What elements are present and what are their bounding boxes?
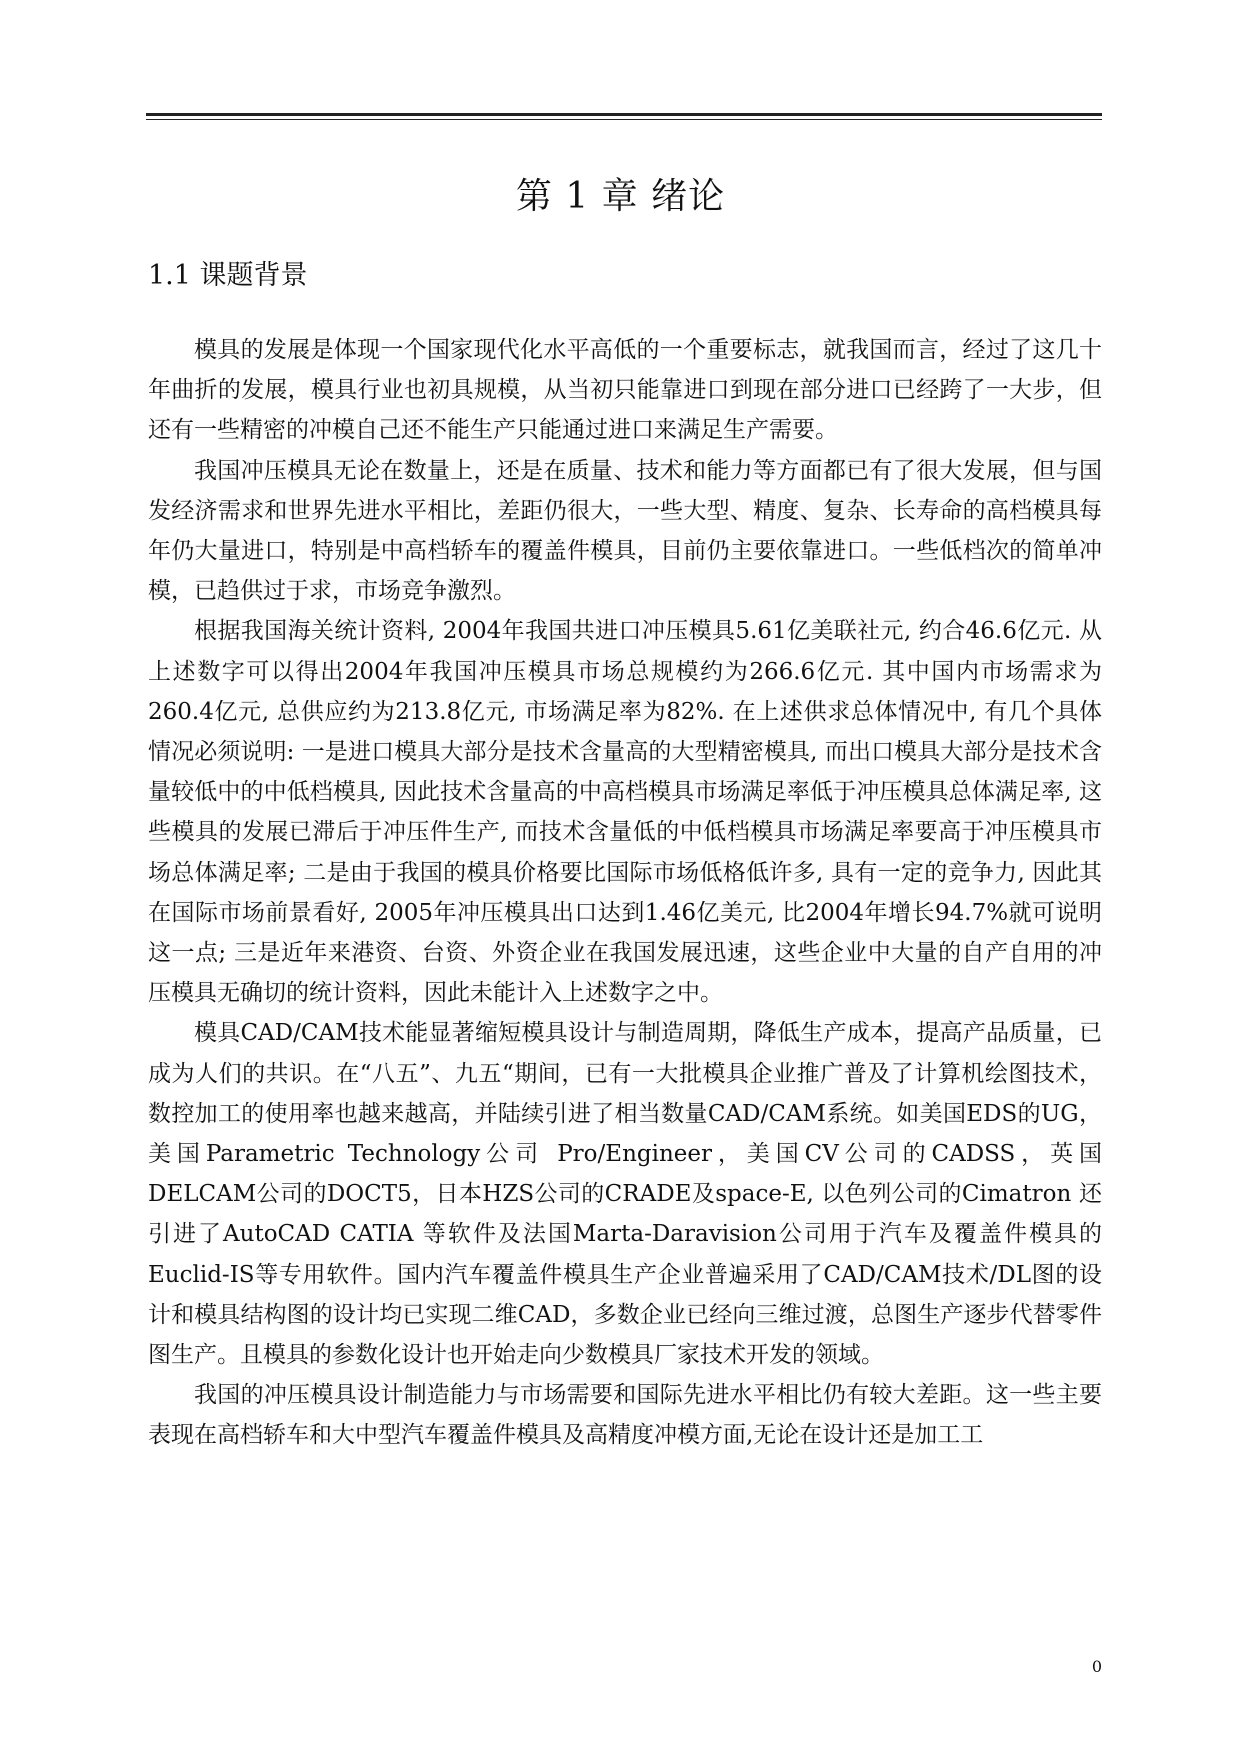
paragraph: 我国的冲压模具设计制造能力与市场需要和国际先进水平相比仍有较大差距。这一些主要表现在高档轿车和大中型汽车覆盖件模具及高精度冲模方面,无论在设计还是加工工 (148, 1382, 1102, 1449)
page-number: 0 (1091, 1657, 1102, 1676)
section-title: 1.1 课题背景 (148, 260, 308, 291)
paragraph: 模具CAD/CAM技术能显著缩短模具设计与制造周期，降低生产成本，提高产品质量，已成为人们的共识。在“八五”、九五“期间，已有一大批模具企业推广普及了计算机绘图技术，数控加工的使用率也越来越高，并陆续引进了相当数量CAD/CAM系统。如美国EDS的UG，美国Parametric Technology公司 Pro/Engineer，美国CV公司的CADSS，英国DELCAM公司的DOCT5，日本HZS公司的CRADE及space-E, 以色列公司的Cimatron 还引进了AutoCAD CATIA 等软件及法国Marta-Daravision公司用于汽车及覆盖件模具的Euclid-IS等专用软件。国内汽车覆盖件模具生产企业普遍采用了CAD/CAM技术/DL图的设计和模具结构图的设计均已实现二维CAD，多数企业已经向三维过渡，总图生产逐步代替零件图生产。且模具的参数化设计也开始走向少数模具厂家技术开发的领域。 (148, 1020, 1102, 1369)
paragraph: 我国冲压模具无论在数量上，还是在质量、技术和能力等方面都已有了很大发展，但与国发经济需求和世界先进水平相比，差距仍很大，一些大型、精度、复杂、长寿命的高档模具每年仍大量进口，特别是中高档轿车的覆盖件模具，目前仍主要依靠进口。一些低档次的简单冲模，已趋供过于求，市场竞争激烈。 (148, 457, 1102, 605)
paragraph: 模具的发展是体现一个国家现代化水平高低的一个重要标志，就我国而言，经过了这几十年曲折的发展，模具行业也初具规模，从当初只能靠进口到现在部分进口已经跨了一大步，但还有一些精密的冲模自己还不能生产只能通过进口来满足生产需要。 (148, 337, 1102, 444)
paragraph: 根据我国海关统计资料, 2004年我国共进口冲压模具5.61亿美联社元, 约合46.6亿元. 从上述数字可以得出2004年我国冲压模具市场总规模约为266.6亿元. 其中国内市场需求为260.4亿元, 总供应约为213.8亿元, 市场满足率为82%. 在上述供求总体情况中, 有几个具体情况必须说明: 一是进口模具大部分是技术含量高的大型精密模具, 而出口模具大部分是技术含量较低中的中低档模具, 因此技术含量高的中高档模具市场满足率低于冲压模具总体满足率, 这些模具的发展已滞后于冲压件生产, 而技术含量低的中低档模具市场满足率要高于冲压模具市场总体满足率; 二是由于我国的模具价格要比国际市场低格低许多, 具有一定的竞争力, 因此其在国际市场前景看好, 2005年冲压模具出口达到1.46亿美元, 比2004年增长94.7%就可说明这一点; 三是近年来港资、台资、外资企业在我国发展迅速，这些企业中大量的自产自用的冲压模具无确切的统计资料，因此未能计入上述数字之中。 (148, 618, 1102, 1007)
body-text (148, 330, 1102, 1456)
chapter-title: 第 1 章 绪论 (515, 176, 726, 217)
header-rule-thick (146, 113, 1102, 116)
header-rule-thin (146, 119, 1102, 120)
